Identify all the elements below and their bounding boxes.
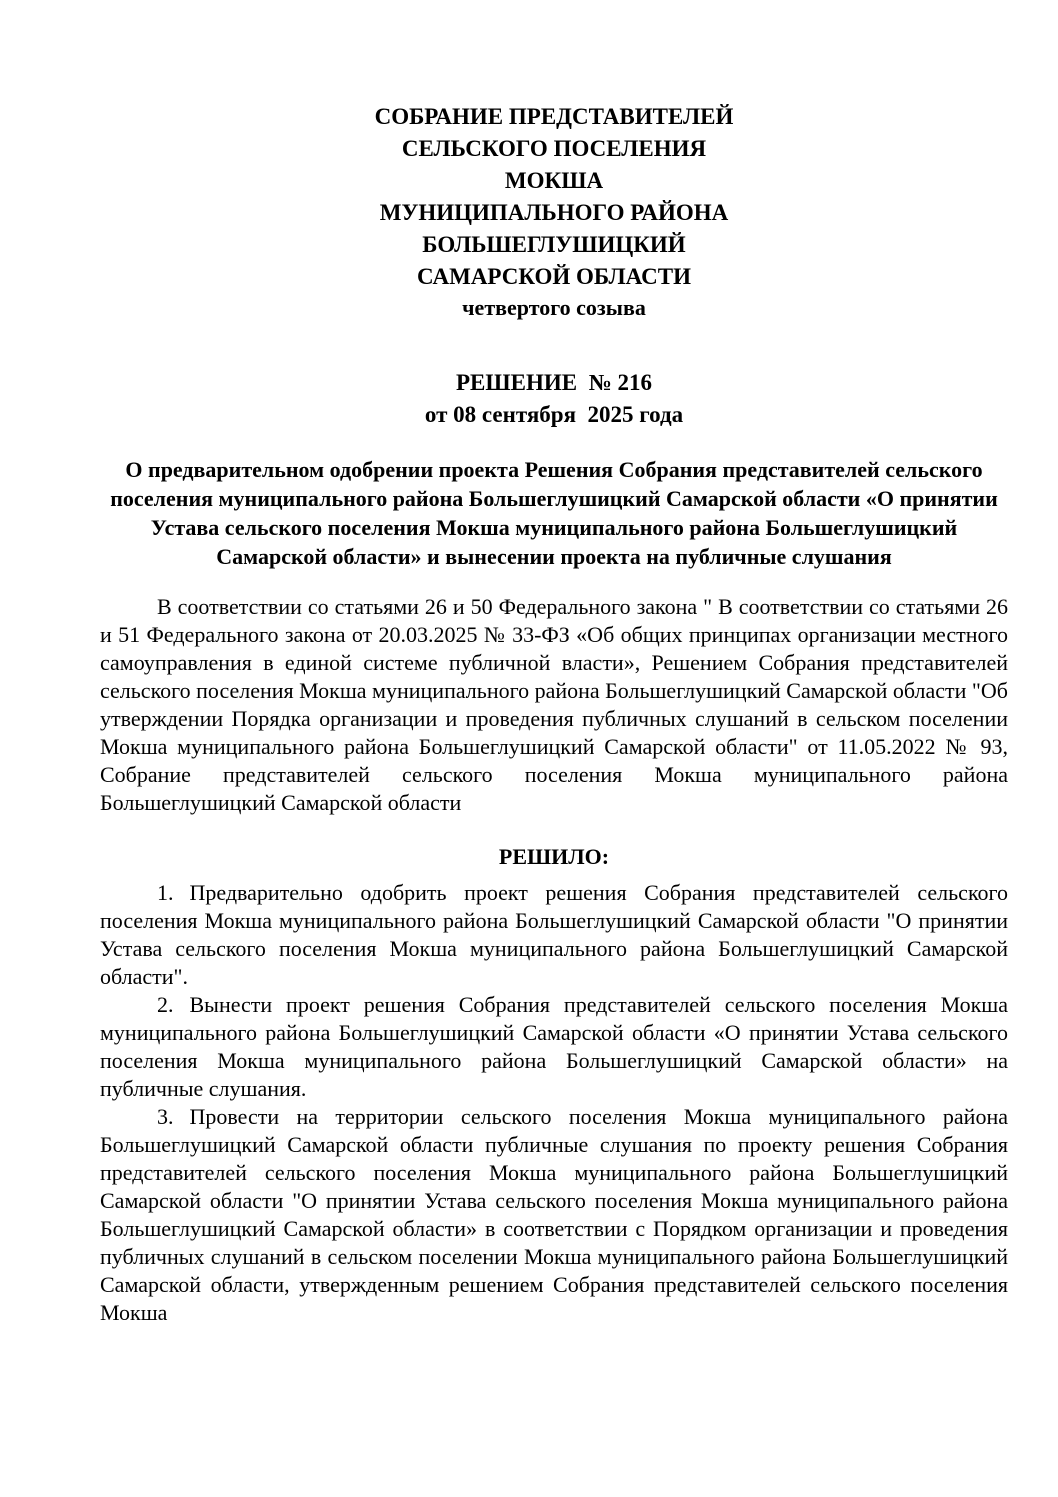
org-header-line: САМАРСКОЙ ОБЛАСТИ — [417, 264, 691, 289]
org-header — [100, 101, 1008, 293]
item-text: Провести на территории сельского поселения Мокша муниципального района Большеглушицкий Самарской области публичные слушания по проекту решения Собрания представителей сельского поселения Мокша муниципального района Большеглушицкий Самарской области "О принятии Устава сельского поселения Мокша муниципального района Большеглушицкий Самарской области» в соответствии с Порядком организации и проведения публичных слушаний в сельском поселении Мокша муниципального района Большеглушицкий Самарской области, утвержденным решением Собрания представителей сельского поселения Мокша — [100, 1104, 1008, 1325]
org-header-line: МОКША — [504, 168, 604, 193]
resolution-item-1 — [100, 879, 1008, 991]
item-text: Вынести проект решения Собрания представителей сельского поселения Мокша муниципального района Большеглушицкий Самарской области «О принятии Устава сельского поселения Мокша муниципального района Большеглушицкий Самарской области» на публичные слушания. — [100, 992, 1008, 1101]
org-header-line: МУНИЦИПАЛЬНОГО РАЙОНА — [379, 200, 729, 225]
org-header-line: БОЛЬШЕГЛУШИЦКИЙ — [422, 232, 686, 257]
item-text: Предварительно одобрить проект решения Собрания представителей сельского поселения Мокша муниципального района Большеглушицкий Самарской области "О принятии Устава сельского поселения Мокша муниципального района Большеглушицкий Самарской области". — [100, 880, 1008, 989]
item-number: 1. — [157, 880, 174, 905]
item-number: 3. — [157, 1104, 174, 1129]
decision-number: РЕШЕНИЕ № 216 — [456, 370, 652, 395]
document-title: О предварительном одобрении проекта Решения Собрания представителей сельского поселения муниципального района Большеглушицкий Самарской области «О принятии Устава сельского поселения Мокша муниципального района Большеглушицкий Самарской области» и вынесении проекта на публичные слушания — [110, 457, 998, 569]
org-header-line: СЕЛЬСКОГО ПОСЕЛЕНИЯ — [401, 136, 707, 161]
decision-heading — [100, 367, 1008, 431]
resolution-item-3 — [100, 1103, 1008, 1327]
item-number: 2. — [157, 992, 174, 1017]
decision-date: от 08 сентября 2025 года — [424, 402, 684, 427]
resolved-heading: РЕШИЛО: — [498, 844, 610, 869]
preamble-paragraph: В соответствии со статьями 26 и 50 Федерального закона " В соответствии со статьями 26 и 51 Федерального закона от 20.03.2025 № 33-ФЗ «Об общих принципах организации местного самоуправления в единой системе публичной власти», Решением Собрания представителей сельского поселения Мокша муниципального района Большеглушицкий Самарской области "Об утверждении Порядка организации и проведения публичных слушаний в сельском поселении Мокша муниципального района Большеглушицкий Самарской области" от 11.05.2022 № 93, Собрание представителей сельского поселения Мокша муниципального района Большеглушицкий Самарской области — [100, 594, 1008, 815]
org-header-line: СОБРАНИЕ ПРЕДСТАВИТЕЛЕЙ — [374, 104, 734, 129]
resolution-item-2 — [100, 991, 1008, 1103]
resolution-items — [100, 879, 1008, 1327]
convocation-line: четвертого созыва — [462, 295, 646, 320]
